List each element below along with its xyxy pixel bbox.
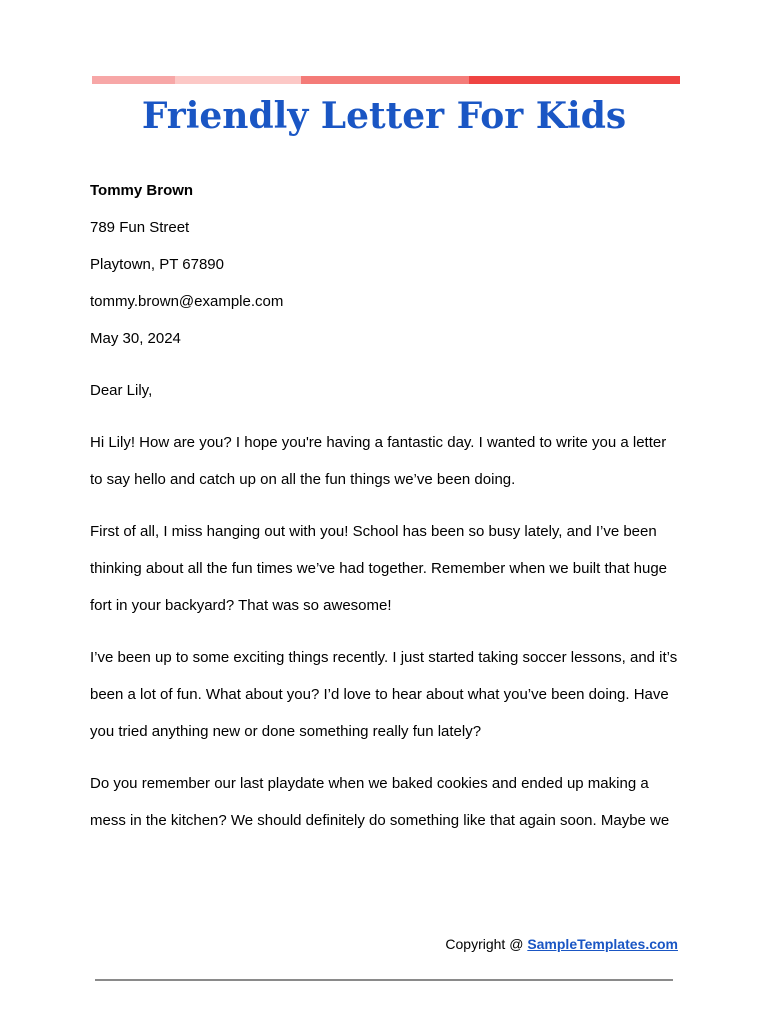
paragraph-3: I’ve been up to some exciting things recently. I just started taking soccer lessons, and it’s been a lot of fun. What about you? I’d love to hear about what you’ve been doing. Have you tried anything new or done something really fun lately? bbox=[90, 649, 678, 740]
sampletemplates-link[interactable]: SampleTemplates.com bbox=[527, 936, 678, 952]
sender-email: tommy.brown@example.com bbox=[90, 293, 284, 310]
color-bar-segment bbox=[469, 76, 680, 84]
salutation: Dear Lily, bbox=[90, 382, 153, 399]
copyright-text: Copyright @ bbox=[445, 936, 528, 952]
header-color-bar bbox=[92, 76, 680, 84]
letter-date: May 30, 2024 bbox=[90, 330, 181, 347]
sender-block bbox=[90, 172, 680, 357]
paragraph-4: Do you remember our last playdate when we baked cookies and ended up making a mess in the kitchen? We should definitely do something like that again soon. Maybe we bbox=[90, 775, 670, 829]
sender-street: 789 Fun Street bbox=[90, 219, 190, 236]
footer-copyright bbox=[445, 934, 678, 954]
paragraph-2: First of all, I miss hanging out with you! School has been so busy lately, and I’ve been thinking about all the fun times we’ve had together. Remember when we built that huge fort in your backyard? That was so awesome! bbox=[90, 523, 668, 614]
paragraph-1: Hi Lily! How are you? I hope you're having a fantastic day. I wanted to write you a letter to say hello and catch up on all the fun things we’ve been doing. bbox=[90, 434, 667, 488]
color-bar-segment bbox=[92, 76, 175, 84]
letter-body bbox=[90, 172, 680, 839]
color-bar-segment bbox=[301, 76, 469, 84]
page-title: Friendly Letter For Kids bbox=[141, 95, 627, 137]
color-bar-segment bbox=[175, 76, 301, 84]
footer-divider bbox=[95, 979, 673, 981]
sender-name: Tommy Brown bbox=[90, 182, 194, 199]
sender-city: Playtown, PT 67890 bbox=[90, 256, 224, 273]
